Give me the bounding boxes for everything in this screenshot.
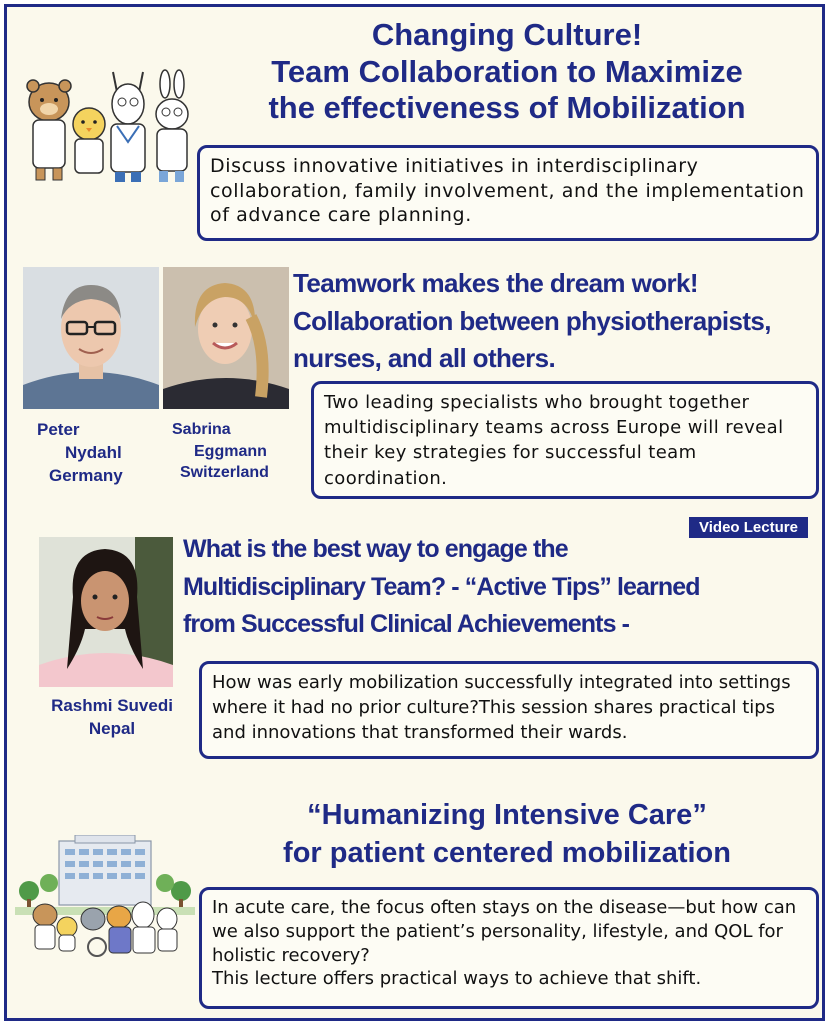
speaker3-name [37,695,187,741]
speaker-photo-rashmi-suvedi [39,537,173,687]
speaker2-name [172,419,297,484]
section2-headline [293,265,823,378]
section3-description-box [199,661,819,759]
section1-title-line: the effectiveness of Mobilization [268,90,746,126]
section1-title-line: Changing Culture! [371,17,643,52]
flyer-frame [4,4,825,1021]
section4-title-line: “Humanizing Intensive Care” [307,799,707,831]
section1-description: Discuss innovative initiatives in interdisciplinary collaboration, family involvement, and the implementation of advance care planning. [210,155,805,227]
speaker1-last-name: Nydahl [65,442,122,462]
speaker3-country: Nepal [88,718,136,738]
section2-description-box [311,381,819,499]
speaker2-last-name: Eggmann [194,442,267,460]
hospital-mascots-illustration [15,835,195,960]
section3-headline-line: Multidisciplinary Team? - “Active Tips” learned [183,572,700,601]
section3-description: How was early mobilization successfully integrated into settings where it had no prior culture?This session shares practical tips and innovations that transformed their wards. [212,672,791,744]
speaker3-full-name: Rashmi Suvedi [51,696,173,715]
section4-title-line: for patient centered mobilization [283,836,731,869]
video-lecture-tag: Video Lecture [689,517,808,538]
section3-headline [183,531,823,644]
mascot-group-illustration [17,62,202,187]
speaker2-country: Switzerland [180,464,269,482]
section2-headline-line: Teamwork makes the dream work! [293,268,698,298]
section2-headline-line: nurses, and all others. [293,343,556,374]
section1-description-box [197,145,819,241]
speaker-photo-peter-nydahl [23,267,159,409]
speaker1-first-name: Peter [37,420,80,439]
section2-description: Two leading specialists who brought together multidisciplinary teams across Europe will reveal their key strategies for successful team coordination. [324,392,784,489]
speaker1-name [37,419,167,488]
speaker1-country: Germany [49,465,123,485]
section3-headline-line: What is the best way to engage the [183,535,568,563]
section4-description-box [199,887,819,1009]
section4-description-line: In acute care, the focus often stays on the disease—but how can we also support the patient’s personality, lifestyle, and QOL for holistic recovery? [212,897,797,966]
section3-headline-line: from Successful Clinical Achievements - [183,610,630,638]
section4-description-line: This lecture offers practical ways to achieve that shift. [212,968,702,990]
section1-title-line: Team Collaboration to Maximize [271,53,743,89]
section1-title [227,17,787,127]
speaker2-first-name: Sabrina [172,421,231,438]
speaker-photo-sabrina-eggmann [163,267,289,409]
section4-title [207,797,807,872]
section2-headline-line: Collaboration between physiotherapists, [293,305,771,336]
